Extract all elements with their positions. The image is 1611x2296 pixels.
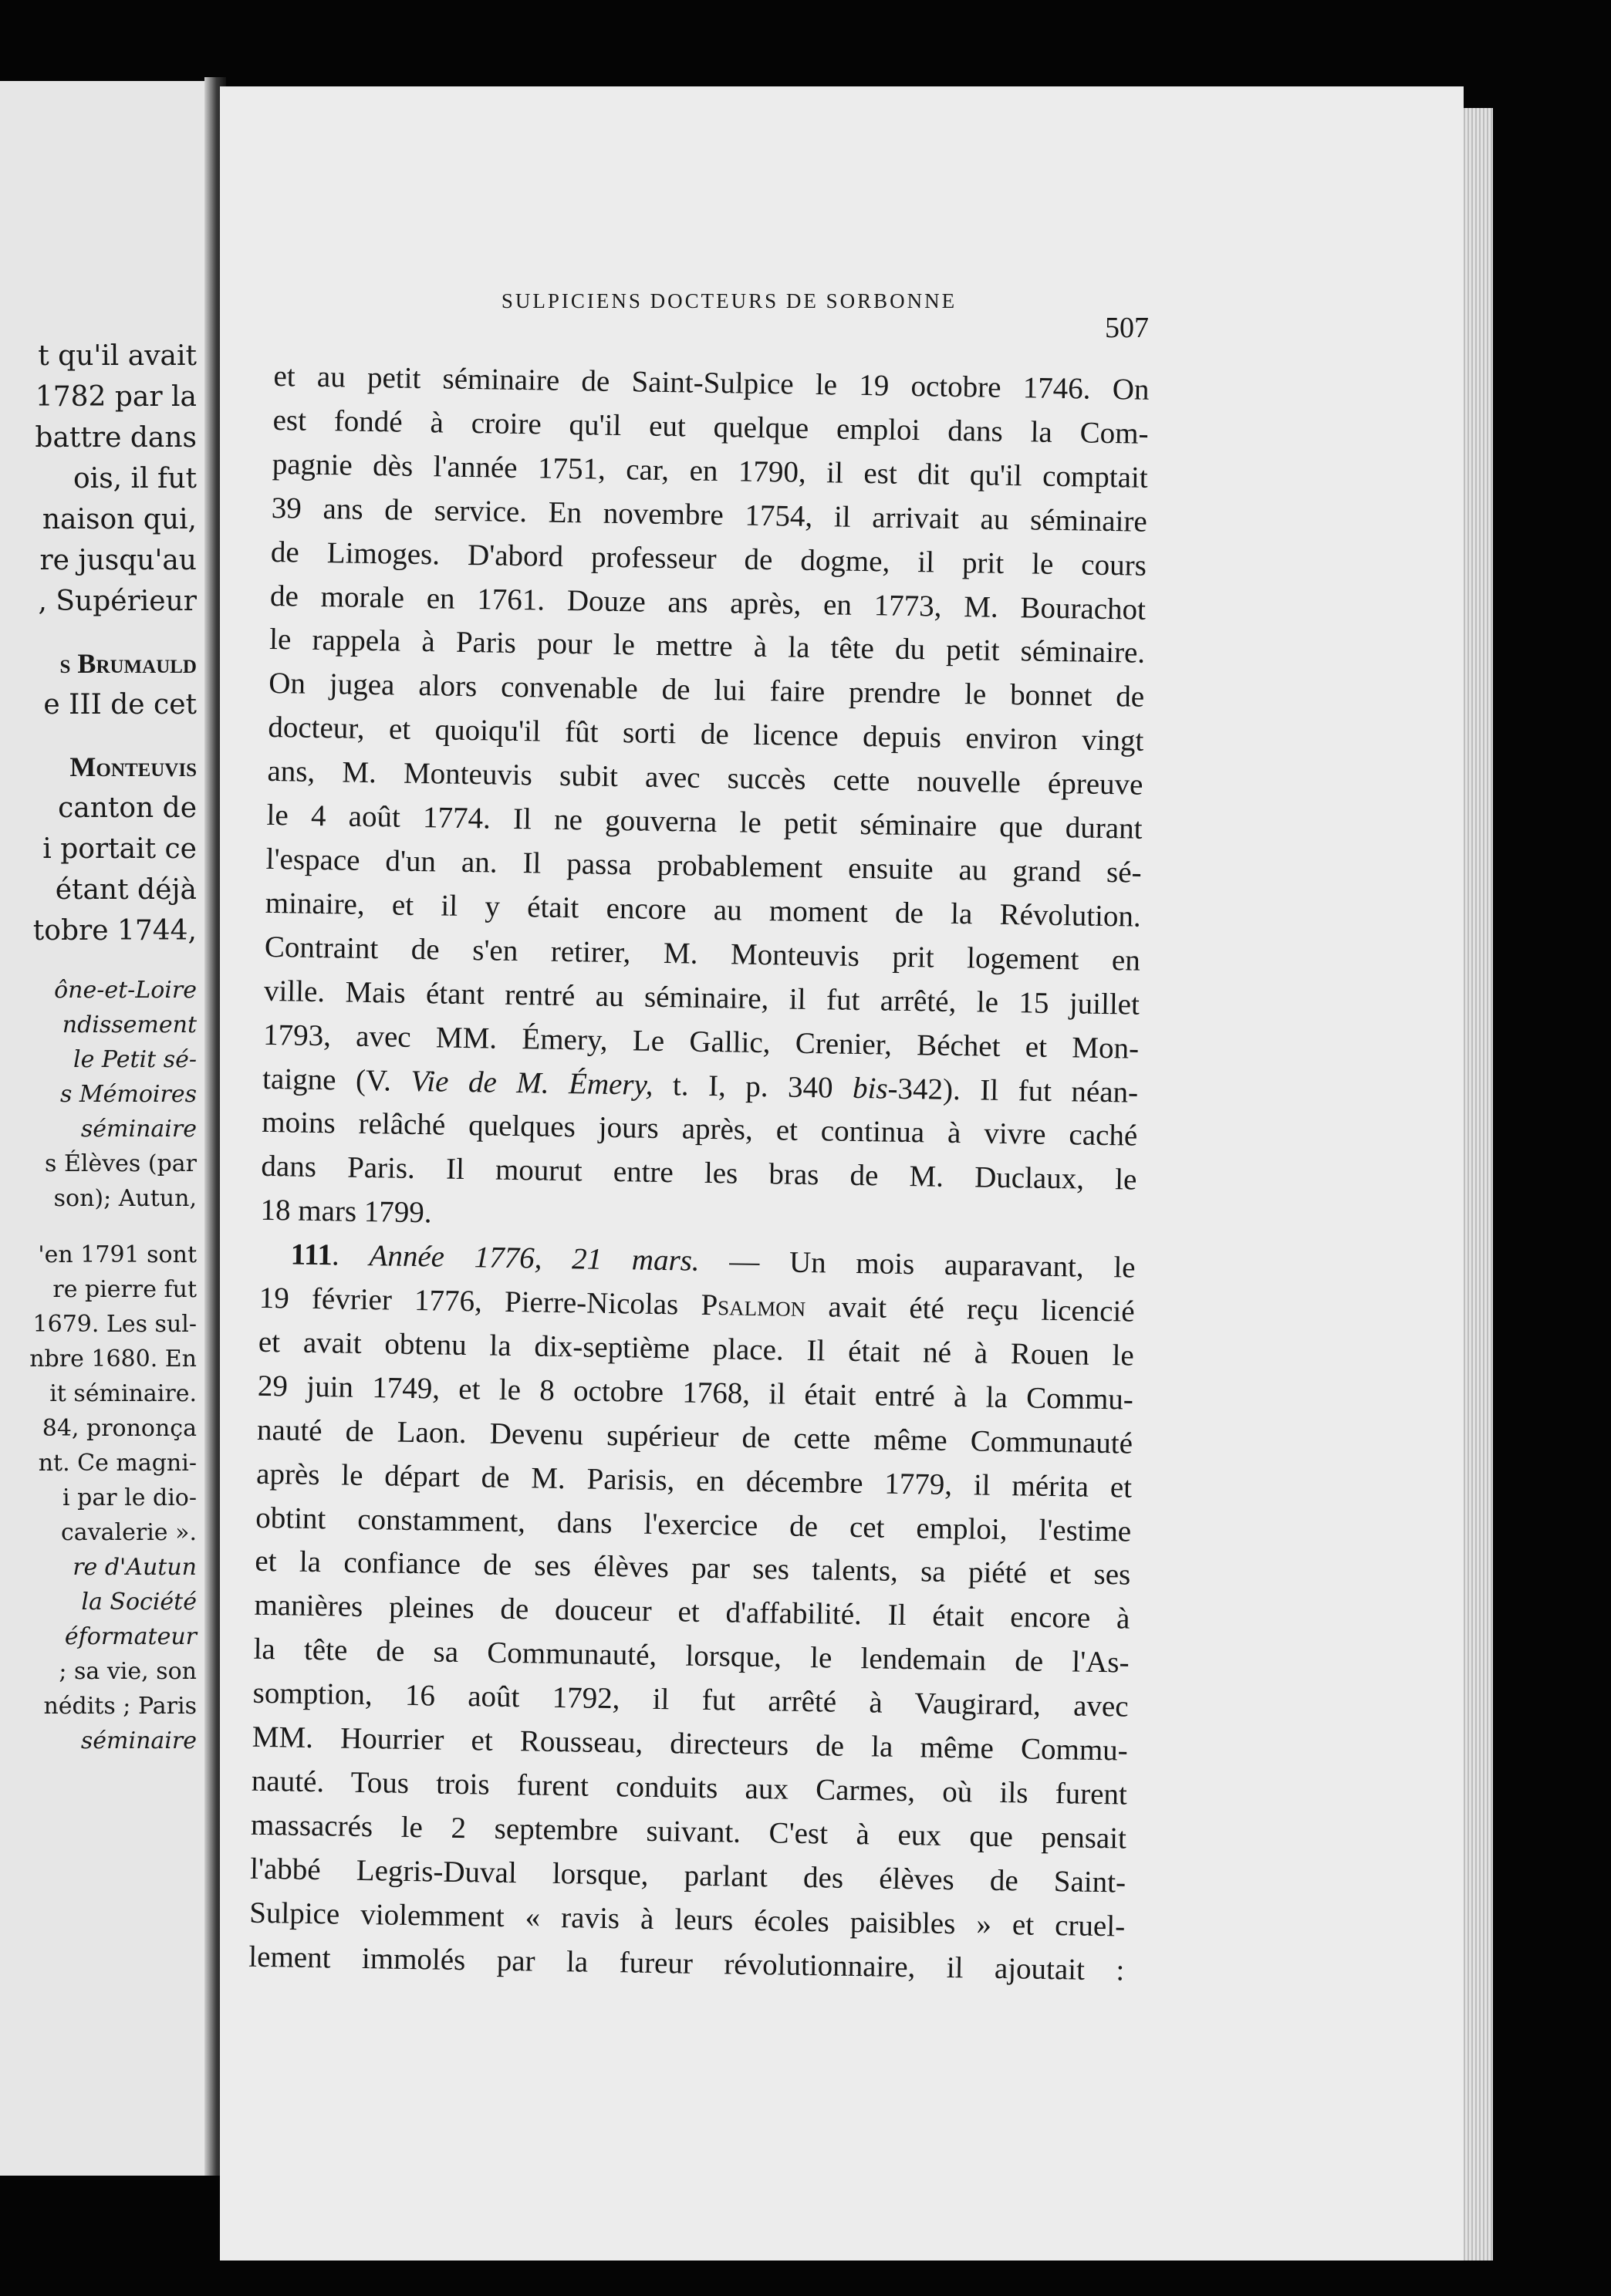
text-line: Contraint de s'en retirer, M. Monteuvis prit logement en [264, 930, 1141, 977]
entry-date: . Année 1776, 21 mars. [332, 1238, 700, 1278]
left-line: t qu'il avait [38, 340, 197, 372]
text-line: 18 mars 1799. [260, 1194, 432, 1230]
left-footnote-line: cavalerie ». [61, 1519, 197, 1546]
left-line: naison qui, [42, 504, 197, 535]
left-line: canton de [58, 792, 197, 824]
text-line: ans, M. Monteuvis subit avec succès cette nouvelle épreuve [267, 755, 1143, 802]
text-line: et la confiance de ses élèves par ses talents, sa piété et ses [255, 1545, 1131, 1592]
left-line: 1782 par la [35, 381, 197, 413]
text-line: pagnie dès l'année 1751, car, en 1790, il est dit qu'il comptait [272, 447, 1148, 495]
left-footnote-line: son); Autun, [53, 1185, 197, 1212]
text-line: obtint constamment, dans l'exercice de cet emploi, l'estime [255, 1501, 1132, 1548]
text-line: MM. Hourrier et Rousseau, directeurs de la même Commu- [252, 1720, 1129, 1768]
ref-pre: taigne (V. [262, 1062, 411, 1098]
text-line: minaire, et il y était encore au moment de la Révolution. [265, 886, 1142, 934]
body-text [248, 355, 1150, 1993]
left-footnote-line: éformateur [64, 1623, 197, 1650]
text-line: docteur, et quoiqu'il fût sorti de licence depuis environ vingt [268, 711, 1144, 758]
text-line: le 4 août 1774. Il ne gouverna le petit séminaire que durant [266, 798, 1143, 846]
entry-number: 111 [290, 1237, 333, 1272]
person-name: Psalmon [701, 1288, 806, 1324]
text-line: dans Paris. Il mourut entre les bras de M. Duclaux, le [261, 1150, 1137, 1197]
left-footnote-line: i par le dio- [62, 1484, 197, 1511]
text-line: et au petit séminaire de Saint-Sulpice le 19 octobre 1746. On [273, 359, 1150, 407]
text-line: le rappela à Paris pour le mettre à la tête du petit séminaire. [268, 623, 1146, 670]
text-line: la tête de sa Communauté, lorsque, le lendemain de l'As- [253, 1633, 1130, 1680]
text-line: 29 juin 1749, et le 8 octobre 1768, il était entré à la Commu- [257, 1369, 1134, 1416]
left-footnote-line: nédits ; Paris [43, 1693, 197, 1720]
text-line: On jugea alors convenable de lui faire prendre le bonnet de [268, 667, 1145, 714]
running-head: SULPICIENS DOCTEURS DE SORBONNE [501, 289, 957, 312]
left-footnote-line: ; sa vie, son [59, 1658, 197, 1685]
left-footnote-line: ône-et-Loire [54, 977, 197, 1004]
left-footnote-line: s Mémoires [60, 1081, 197, 1108]
text-line: après le départ de M. Parisis, en décembre 1779, il mérita et [255, 1457, 1133, 1504]
ref-mid: t. I, p. 340 [653, 1068, 853, 1105]
left-page-text [29, 336, 197, 1758]
text-line: 39 ans de service. En novembre 1754, il arrivait au séminaire [271, 491, 1148, 539]
left-footnote-line: 84, prononça [42, 1415, 197, 1442]
left-line: battre dans [35, 422, 197, 454]
text-line: manières pleines de douceur et d'affabilité. Il était encore à [254, 1589, 1130, 1636]
text-line: ville. Mais étant rentré au séminaire, il fut arrêté, le 15 juillet [263, 974, 1140, 1021]
left-line: , Supérieur [38, 586, 197, 617]
text-line: massacrés le 2 septembre suivant. C'est à eux que pensait [250, 1808, 1127, 1855]
left-line: Monteuvis [69, 751, 197, 782]
left-footnote-line: ndissement [62, 1011, 197, 1038]
left-footnote-line: séminaire [80, 1727, 197, 1754]
book-title: Vie de M. Émery, [410, 1064, 654, 1102]
left-footnote-line: nbre 1680. En [29, 1346, 197, 1373]
left-facing-page [0, 81, 204, 2176]
left-line: étant déjà [55, 874, 197, 906]
left-line: s Brumauld [59, 648, 197, 679]
text-line: de morale en 1761. Douze ans après, en 1773, M. Bourachot [269, 579, 1147, 626]
text-line: somption, 16 août 1792, il fut arrêté à Vaugirard, avec [252, 1676, 1129, 1724]
text-line: moins relâché quelques jours après, et continua à vivre caché [262, 1106, 1138, 1153]
ref-post: -342). Il fut néan- [887, 1072, 1139, 1109]
text-line: l'espace d'un an. Il passa probablement ensuite au grand sé- [265, 842, 1142, 890]
left-footnote-line: 'en 1791 sont [38, 1241, 197, 1268]
text-line: l'abbé Legris-Duval lorsque, parlant des élèves de Saint- [249, 1852, 1126, 1899]
left-footnote-line: it séminaire. [49, 1380, 197, 1407]
page-stack-edge [1464, 108, 1493, 2261]
text-line: nauté de Laon. Devenu supérieur de cette même Communauté [256, 1413, 1133, 1460]
left-line: i portait ce [42, 833, 197, 865]
ref-bis: bis [852, 1071, 888, 1106]
text-line: est fondé à croire qu'il eut quelque emploi dans la Com- [272, 403, 1149, 451]
page-number: 507 [1105, 312, 1149, 344]
text-line: de Limoges. D'abord professeur de dogme, il prit le cours [270, 535, 1147, 582]
left-footnote-line: 1679. Les sul- [32, 1311, 197, 1338]
left-footnote-line: le Petit sé- [73, 1046, 197, 1073]
left-line: ois, il fut [73, 463, 197, 495]
left-footnote-line: re pierre fut [52, 1276, 197, 1303]
text-line: Sulpice violemment « ravis à leurs écoles paisibles » et cruel- [248, 1896, 1126, 1943]
left-footnote-line: la Société [81, 1589, 197, 1616]
left-line: tobre 1744, [32, 915, 197, 947]
entry-intro: — Un mois auparavant, le [699, 1244, 1136, 1285]
text-line: 1793, avec MM. Émery, Le Gallic, Crenier, Béchet et Mon- [262, 1018, 1140, 1065]
l2-post: avait été reçu licencié [805, 1290, 1135, 1329]
l2-pre: 19 février 1776, Pierre-Nicolas [258, 1281, 701, 1322]
left-line: e III de cet [43, 689, 197, 721]
left-line: re jusqu'au [39, 545, 197, 576]
left-footnote-line: s Élèves (par [45, 1150, 197, 1177]
text-line: nauté. Tous trois furent conduits aux Carmes, où ils furent [251, 1764, 1128, 1811]
text-line: et avait obtenu la dix-septième place. Il était né à Rouen le [258, 1325, 1135, 1373]
left-footnote-line: nt. Ce magni- [38, 1450, 197, 1477]
text-line: lement immolés par la fureur révolutionnaire, il ajoutait : [248, 1940, 1125, 1987]
left-footnote-line: re d'Autun [73, 1554, 197, 1581]
left-footnote-line: séminaire [80, 1116, 197, 1143]
